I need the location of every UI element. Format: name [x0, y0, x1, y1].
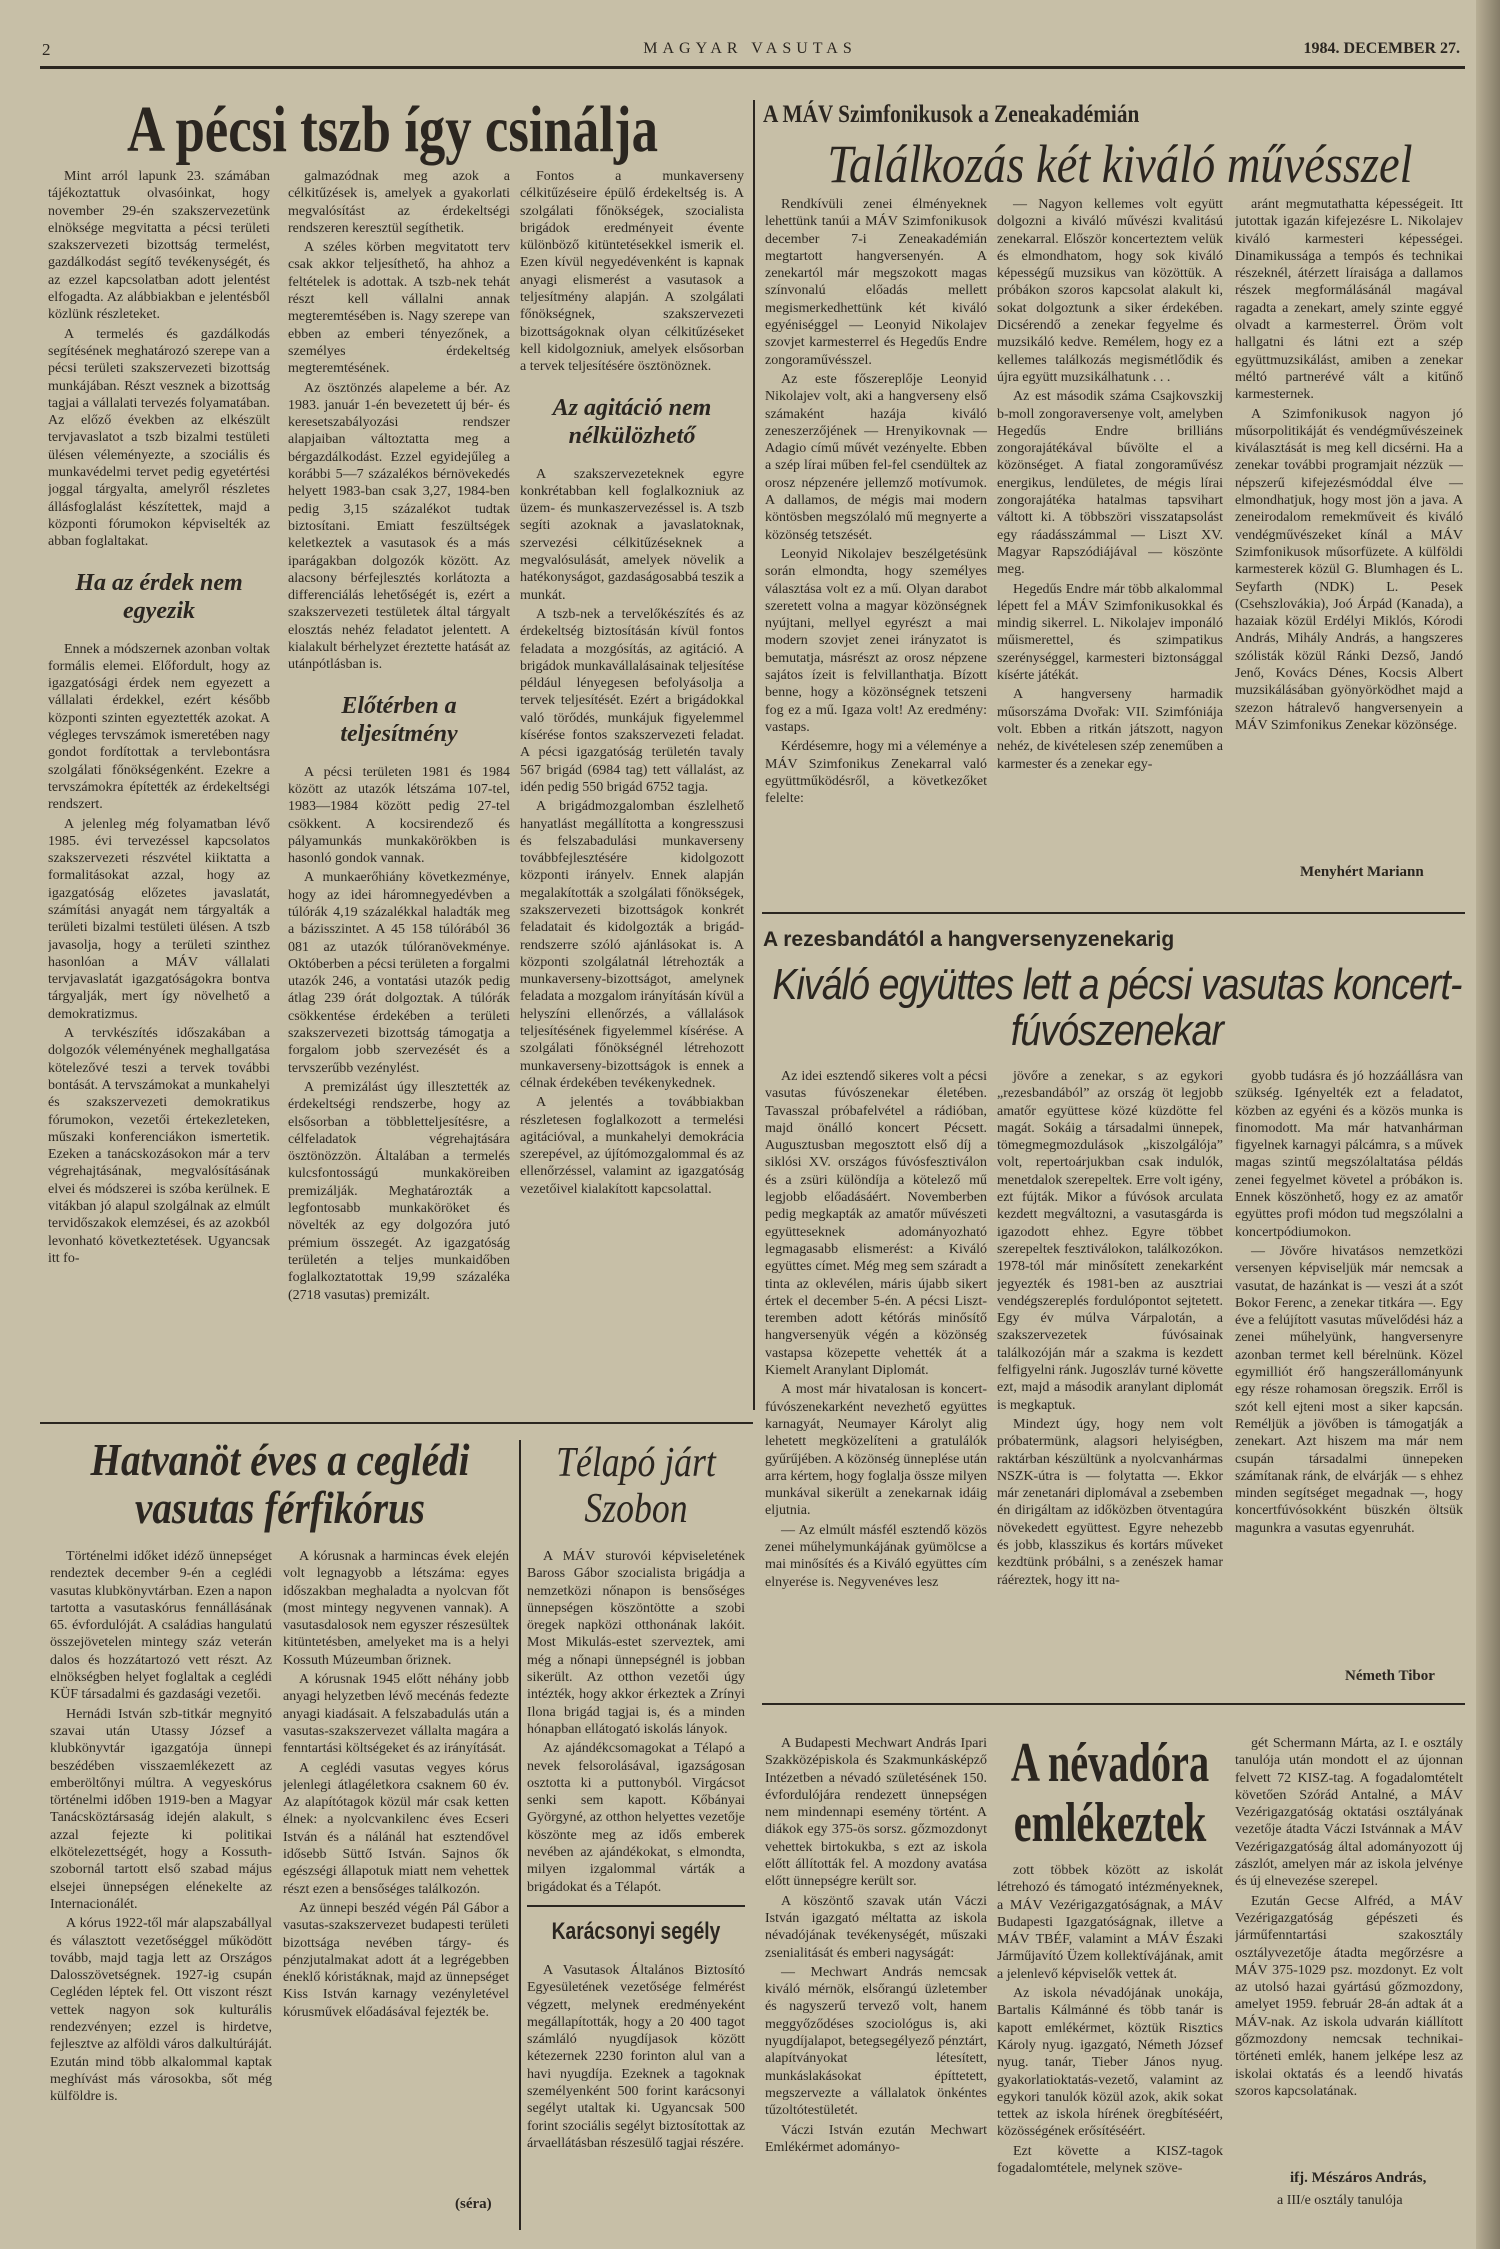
- masthead: MAGYAR VASUTAS: [643, 40, 857, 57]
- headline-talalkozas: Találkozás két kiváló művésszel: [827, 134, 1413, 194]
- paragraph: Az ösztönzés alapeleme a bér. Az 1983. január 1-én bevezetett új bér- és keresetszabályozási rendszer alapjaiban változtatta meg a bérgazdálkodást. Ezzel egyidejűleg a korábbi 5—7 százalékos bérnövekedés helyett 1983-ban csak 3,27, 1984-ben pedig 3,15 százalékot tudtak biztosítani. Emiatt feszültségek keletkeztek a vasutasok és a más iparágakban dolgozók között. Az alacsony bérfejlesztés korlátozta a differenciálás lehetőségét is, ezért a szakszervezeti testületek által tárgyalt elosztás nehéz feladatot jelentett. A kialakult bérhelyzet éreztette hatását az utánpótlásban is.: [288, 380, 510, 673]
- paragraph: Váczi István ezután Mechwart Emlékérmet adományo-: [765, 2122, 987, 2155]
- paragraph: A Vasutasok Általános Biztosító Egyesületének vezetősége felmérést végzett, melynek eredményeként megállapították, hogy a 20 400 tagot számláló nyugdíjasok között kétezernek 2230 forinton alul van a havi nyugdíja. Ezeknek a tagoknak személyenként 500 forint karácsonyi segélyt utaltak ki. Ugyancsak 500 forint szociális segélyt biztosítottak az árvaellátásban részesülő tagjai részére.: [527, 1963, 745, 2151]
- article-column: [997, 196, 1223, 896]
- paragraph: A jelenleg még folyamatban lévő 1985. évi tervezéssel kapcsolatos szakszervezeti részvétel kiiktatta a formalitásokat azzal, hogy az igazgatóság előzetes javaslatát, számítási anyagát nem tárgyalták a területi bizalmi testületi ülésen. A tszb javasolja, hogy a területi szinthez hasonlóan a MÁV vállalati tervjavaslatát igazgatóságokra bontva tárgyalják, mert így növelhető a demokratizmus.: [48, 816, 270, 1022]
- paragraph: Az ajándékcsomagokat a Télapó a nevek felsorolásával, igazságosan osztotta ki a puttonyból. Virgácsot senki sem kapott. Kőbányai Györgyné, az otthon helyettes vezetője köszönte meg az idős emberek nevében az ajándékokat, s elmondta, milyen izgalommal várták a brigádokat és a Télapót.: [527, 1741, 745, 1895]
- article-column: [527, 1548, 745, 1900]
- article-column: [288, 168, 510, 1408]
- header-rule: [40, 66, 1465, 69]
- issue-date: 1984. DECEMBER 27.: [1303, 40, 1460, 57]
- article-column: [1235, 1735, 1463, 2165]
- paragraph: A brigádmozgalomban észlelhető hanyatlást megállította a kongresszusi és felszabadulási munkaverseny továbbfejlesztésére kidolgozott központi irányelv. Ennek alapján megalakították a szolgálati főnökségek, szakszervezeti bizottságok konkrét feladatait és kidolgozták a brigád-rendszerre szóló ajánlásokat is. A központi szolgálatnál létrehozták a munkaverseny-bizottságot, amelynek feladata a mozgalom irányításán kívül a helyszíni ellenőrzés, a vállalások teljesítésének figyelemmel kísérése. A szolgálati főnökségnél létrehozott munkaverseny-bizottságok is ennek a célnak érdekében tevékenykednek.: [520, 799, 744, 1091]
- article-column: [48, 168, 270, 1408]
- subheading: Ha az érdek nem egyezik: [75, 569, 243, 624]
- paragraph: A ceglédi vasutas vegyes kórus jelenlegi átlagéletkora csaknem 60 év. Az alapítótagok közül már csak ketten élnek: a nyolcvankilenc éves Ecseri István és a nálánál hat esztendővel idősebb Süttő István. Sajnos ők egészségi állapotuk miatt nem vehettek részt ezen a bensőséges találkozón.: [283, 1760, 509, 1897]
- article-column: [520, 168, 744, 1408]
- paragraph: A Szimfonikusok nagyon jó műsorpolitikáját és vendégművészeinek kiválasztását is meg kell dicsérni. Ha a zenekar további programjait nézzük — népszerű kifejezésmóddal élve — elmondhatjuk, hogy most jön a java. A zeneirodalom remekműveit és kiváló vendégművészeket kínál a MÁV Szimfonikusok műsorfüzete. A külföldi karmesterek közül G. Blumhagen és L. Seyfarth (NDK) L. Pesek (Csehszlovákia), Joó Árpád (Kanada), a hazaiak közül Erdélyi Miklós, Kórodi András, Mihály András, a hangszeres szólisták közül Ránki Dezső, Jandó Jenő, Kovács Dénes, Kocsis Albert muzsikálásában gyönyörködhet majd a szezon hátralevő hangversenyein a MÁV Szimfonikus Zenekar közönsége.: [1235, 406, 1463, 733]
- paragraph: galmazódnak meg azok a célkitűzések is, amelyek a gyakorlati megvalósítást az érdekeltségi rendszeren keresztül segíthetik.: [288, 169, 510, 236]
- byline-rezes: Németh Tibor: [1345, 1668, 1435, 1684]
- paragraph: aránt megmutathatta képességeit. Itt jutottak igazán kifejezésre L. Nikolajev kiváló karmesteri képességei. Dinamikussága a tempós és technikai részeknél, átérzett líraisága a dallamos részek megformálásánál magával ragadta a zenekart, amely szinte eggyé olvadt a karmesterrel. Öröm volt hallgatni és látni ezt a szép együttmuzsikálást, amiben a zenekar méltó partnerévé vált a kitűnő karmesternek.: [1235, 197, 1463, 403]
- article-column: [50, 1548, 272, 2238]
- subheading: Az agitáció nem nélkülözhető: [552, 394, 712, 449]
- paragraph: Rendkívüli zenei élményeknek lehettünk tanúi a MÁV Szimfonikusok december 7-i Zeneakadémián megtartott hangversenyén. A zenekartól már megszokott magas színvonalú előadás mellett megismerkedhettünk két kiváló egyéniséggel — Leonyid Nikolajev szovjet karmesterrel és Hegedűs Endre zongoraművésszel.: [765, 197, 987, 368]
- article-column: [997, 1862, 1223, 2217]
- paragraph: Mindezt úgy, hogy nem volt próbatermünk, alagsori helyiségben, raktárban készültünk a nyolcvanhármas NSZK-útra is — folytatta —. Ekkor már zenetanári diplomával a zsebemben én dirigáltam az időközben ötventagúra növekedett együttest. Egyre nehezebb és jobb, klasszikus és kortárs műveket kezdtünk próbálni, s a zenészek hamar ráéreztek, hogy itt na-: [997, 1416, 1223, 1588]
- paragraph: Ezt követte a KISZ-tagok fogadalomtétele, melynek szöve-: [997, 2143, 1223, 2177]
- article-column: [765, 196, 987, 896]
- section-rule: [762, 912, 1465, 914]
- paragraph: A kórusnak a harmincas évek elején volt legnagyobb a létszáma: egyes időszakban meghaladta a nyolcvan főt (most mintegy negyvenen vannak). A vasutasdalosok nem egyszer részesültek kitüntetésben, amelyeket ma is a helyi Kossuth Múzeumban őriznek.: [283, 1549, 509, 1668]
- paragraph: A széles körben megvitatott terv csak akkor teljesíthető, ha ahhoz a feltételek is adottak. A tszb-nek tehát részt kell vállalni annak megteremtésében is. Nagy szerepe van ebben az emberi tényezőnek, a személyes érdekeltség megteremtésének.: [288, 240, 510, 377]
- paragraph: A MÁV sturovói képviseletének Baross Gábor szocialista brigádja a nemzetközi nőnapon is bensőséges ünnepségen köszöntötte a szobi öregek napközi otthonának lakóit. Most Mikulás-estet szerveztek, ami még a nőnapi ünnepségnél is jobban sikerült. Az otthon vezetői úgy intézték, hogy akkor érkeztek a Zrínyi Ilona brigád tagjai is, és a minden hónapban ellátogató iskolás lányok.: [527, 1549, 745, 1737]
- article-column: [1235, 1068, 1463, 1658]
- paragraph: Kérdésemre, hogy mi a véleménye a MÁV Szimfonikus Zenekarral való együttműködésről, a következőket felelte:: [765, 739, 987, 807]
- paragraph: A Budapesti Mechwart András Ipari Szakközépiskola és Szakmunkásképző Intézetben a névadó születésének 150. évfordulójára rendezett ünnepségen nem mindennapi esemény történt. A diákok egy 375-ös sorsz. gőzmozdonyt vehettek birtokukba, s ezt az iskola előtt állították fel. A mozdony avatása előtt ünnepségre került sor.: [765, 1736, 987, 1890]
- page-edge-shadow: [1476, 0, 1500, 2249]
- page-number: 2: [42, 40, 51, 59]
- paragraph: Fontos a munkaverseny célkitűzéseire épülő érdekeltség is. A szolgálati főnökségek, szocialista brigádok eredményeit évente különböző kitüntetésekkel ismerik el. Ezen kívül negyedévenként is kapnak anyagi elismerést a vasutasok a teljesítmény alapján. A szolgálati főnökségnek, szakszervezeti bizottságoknak olyan célkitűzéseket kell kidolgozniuk, amelyek elsősorban a tervek teljesítésére ösztönöznek.: [520, 169, 744, 375]
- paragraph: — Jövőre hivatásos nemzetközi versenyen képviseljük már nemcsak a vasutat, de hazánkat is — veszi át a szót Bokor Ferenc, a zenekar titkára —. Egy éve a felújított vasutas művelődési ház a zenei műhelyünk, hangversenyre azonban termet kell bérelnünk. Közel egymilliót érő hangszerállományunk egy része rohamosan öregszik. Erről is szót kell ejteni most a siker kapcsán. Reméljük a jövőben is támogatják a zenekart. Azt hiszem ma már nem csupán társadalmi ünnepeken számítanak ránk, de elvárják — s ehhez minden segítséget megadnak —, hogy koncertfúvósokként büszkén öltsük magunkra a vasutas egyenruhát.: [1235, 1243, 1463, 1536]
- paragraph: A szakszervezeteknek egyre konkrétabban kell foglalkozniuk az üzem- és munkaszervezéssel is. A tszb segíti azoknak a javaslatoknak, szervezési célkitűzéseknek a megvalósulását, amelyek növelik a hatékonyságot, gazdaságosabbá teszik a munkát.: [520, 466, 744, 603]
- article-column: [1235, 196, 1463, 856]
- paragraph: A kórusnak 1945 előtt néhány jobb anyagi helyzetben lévő mecénás fedezte anyagi kiadásait. A felszabadulás után a vasutas-szakszervezet vállalta magára a fenntartási költségeket és az irányítását.: [283, 1672, 509, 1757]
- article-column: [765, 1735, 987, 2215]
- paragraph: Az est második száma Csajkovszkij b-moll zongoraversenye volt, amelyben Hegedűs Endre brilliáns zongorajátékával bűvölte el a közönséget. A fiatal zongoraművész energikus, lendületes, de mégis lírai zongorajátéka hatalmas tapsvihart váltott ki. A többszöri visszatapsolást egy ráadásszámmal — Liszt XV. Magyar Rapszódiájával — köszönte meg.: [997, 389, 1223, 578]
- paragraph: A termelés és gazdálkodás segítésének meghatározó szerepe van a pécsi területi szakszervezeti bizottság munkájában. Részt vesznek a bizottság tagjai a vállalati tervezés folyamatában. Az előző években az elkészült tervjavaslatot a tszb bizalmi testületi ülésen véleményezte, a szociális és munkavédelmi tervet pedig egyetértési joggal tárgyalta, amelyről részletes állásfoglalást készítettek, majd a központi fórumokon képviselték az abban foglaltakat.: [48, 326, 270, 550]
- headline-karacsonyi: Karácsonyi segély: [551, 1918, 721, 1945]
- headline-rezes: Kiváló együttes lett a pécsi vasutas koncert-fúvószenekar: [772, 960, 1462, 1055]
- paragraph: A hangverseny harmadik műsorszáma Dvořak: VII. Szimfóniája volt. Ebben a ritkán játszott, nagyon nehéz, de kivételesen szép zeneműben a karmester és a zenekar egy-: [997, 687, 1223, 772]
- paragraph: A pécsi területen 1981 és 1984 között az utazók létszáma 107-tel, 1983—1984 között pedig 27-tel csökkent. A kocsirendező és pályamunkás munkakörökben is hasonló gondok vannak.: [288, 764, 510, 867]
- headline-telapo: Télapó járt Szobon: [556, 1440, 716, 1532]
- subheading: Előtérben a teljesítmény: [340, 692, 458, 747]
- paragraph: A premizálást úgy illesztették az érdekeltségi rendszerbe, hogy az elsősorban a többletteljesítésre, a célfeladatok végrehajtására ösztönözzön. Általában a termelés kulcsfontosságú munkaköreiben premizálják. Meghatározták a legfontosabb munkaköröket és növelték az egy dolgozóra jutó prémium összegét. Az igazgatóság területén a teljes munkaidőben foglalkoztatottak 19,99 százaléka (2718 vasutas) premizált.: [288, 1079, 510, 1303]
- byline-hatvanot: (séra): [455, 2196, 492, 2212]
- article-column: [283, 1548, 509, 2188]
- paragraph: — Mechwart András nemcsak kiváló mérnök, elsőrangú üzletember és nagyszerű tervező volt, hanem meggyőződéses szociológus is, aki nyugdíjalapot, betegsegélyező pénztárt, alapítványokat létesített, munkáslakásokat építtetett, megszervezte a vállalatok önkéntes tűzoltótestületét.: [765, 1964, 987, 2119]
- paragraph: — Nagyon kellemes volt együtt dolgozni a kiváló művészi kvalitású zenekarral. Először koncerteztem velük és elmondhatom, hogy sok kiváló képességű muzsikus van közöttük. A próbákon szoros kapcsolat alakult ki, sokat dolgoztunk a siker érdekében. Dicsérendő a zenekar fegyelme és muzsikáló kedve. Remélem, hogy ez a kellemes találkozás megismétlődik és újra együtt muzsikálhatunk . . .: [997, 197, 1223, 385]
- paragraph: A munkaerőhiány következménye, hogy az idei háromnegyedévben a túlórák 4,19 százalékkal haladták meg a bázisszintet. A 45 158 túlórából 36 081 az utazók túlóranövekménye. Októberben a pécsi területen a forgalmi utazók 246, a vontatási utazók pedig átlag 239 órát dolgoztak. A túlórák csökkentése érdekében a területi szakszervezeti bizottság támogatja a forgalom jobb szervezését és a tervszerűbb vezénylést.: [288, 870, 510, 1076]
- paragraph: Az idei esztendő sikeres volt a pécsi vasutas fúvószenekar életében. Tavasszal próbafelvétel a rádióban, majd önálló koncert Pécsett. Augusztusban megosztott első díj a siklósi XV. országos fúvósfesztiválon és a zsüri különdíja a kötelező mű legjobb előadásáért. Novemberben pedig megkapták az amatőr művészeti együtteseknek adományozható legmagasabb elismerést: a Kiváló együttes címet. Még meg sem száradt a tinta az oklevélen, máris újabb sikert értek el december 5-én. A pécsi Liszt-teremben adott kétórás minősítő hangversenyük végén a közönség vastapsa közepette vehették át a Kiemelt Aranylant Diplomát.: [765, 1069, 987, 1379]
- byline-nevadora: ifj. Mészáros András,: [1290, 2170, 1427, 2186]
- paragraph: Ennek a módszernek azonban voltak formális elemei. Előfordult, hogy az igazgatósági érdek nem egyezett a vállalati érdekkel, ezért később központi szinten egyeztették azokat. A végleges tervszámok ismeretében nagy gondot fordítottak a tervlebontásra szolgálati főnökségenként. Ezekre a tervszámokra építették az érdekeltségi rendszert.: [48, 641, 270, 813]
- article-column: [527, 1962, 745, 2222]
- kicker-talalkozas: A MÁV Szimfonikusok a Zeneakadémián: [763, 101, 1140, 128]
- headline-nevadora: A névadóra emlékeztek: [1010, 1732, 1210, 1854]
- paragraph: Az este főszereplője Leonyid Nikolajev volt, aki a hangverseny első számaként hazája kiváló zeneszerzőjének — Hrenyikovnak — Adagio című művét vezényelte. Ebben a szép lírai műben fel-fel csendültek az orosz népzenére jellemző motívumok. A dallamos, de mégis mai modern köntösben megszólaló mű megnyerte a közönség tetszését.: [765, 371, 987, 543]
- byline-role-nevadora: a III/e osztály tanulója: [1277, 2193, 1403, 2208]
- paragraph: zott többek között az iskolát létrehozó és támogató intézményeknek, a MÁV Vezérigazgatóságnak, a MÁV Budapesti Igazgatóságnak, illetve a MÁV TBÉF, valamint a MÁV Északi Járműjavító Üzem kollektívájának, amit a jelenlevő képviselők vettek át.: [997, 1863, 1223, 1982]
- paragraph: gét Schermann Márta, az I. e osztály tanulója után mondott el az újonnan felvett 72 KISZ-tag. A fogadalomtételt követően Szórád Antalné, a MÁV Vezérigazgatóság oktatási osztályának vezetője átadta Váczi Istvánnak a MÁV Vezérigazgatóság által adományozott új zászlót, amelyen már az iskola jelvénye és új elnevezése szerepel.: [1235, 1736, 1463, 1890]
- section-rule: [762, 1703, 1465, 1705]
- article-column: [997, 1068, 1223, 1693]
- article-column: [765, 1068, 987, 1693]
- paragraph: Ezután Gecse Alfréd, a MÁV Vezérigazgatóság gépészeti és járműfenntartási szakosztály osztályvezetője átadta megőrzésre a MÁV 375-1029 psz. mozdonyt. Ez volt az utolsó hazai gyártású gőzmozdony, amelyet 1959. február 28-án adtak át a MÁV-nak. Az iskola udvarán kiállított gőzmozdony nemcsak technikai-történeti emlék, hanem jelképe lesz az iskolai oktatás és a leendő hivatás szoros kapcsolatának.: [1235, 1893, 1463, 2099]
- byline-talalkozas: Menyhért Mariann: [1300, 864, 1424, 880]
- paragraph: Hegedűs Endre már több alkalommal lépett fel a MÁV Szimfonikusokkal és mindig sikerrel. L. Nikolajev imponáló műismerettel, és szimpatikus szerénységgel, karmesteri biztonsággal kísérte játékát.: [997, 581, 1223, 684]
- paragraph: Leonyid Nikolajev beszélgetésünk során elmondta, hogy személyes választása volt ez a mű. Olyan darabot szeretett volna a magyar közönségnek nyújtani, mellyel egyrészt a mai modern szovjet zenei irányzatot is bemutatja, másrészt az orosz népzene sajátos ízeit is felvillanthatja. Bízott benne, hogy a közönségnek tetszeni fog ez a mű. Igaza volt! Az eredmény: vastaps.: [765, 546, 987, 735]
- headline-pecsi: A pécsi tszb így csinálja: [127, 93, 658, 166]
- section-rule: [40, 1422, 753, 1424]
- kicker-rezes: A rezesbandától a hangversenyzenekarig: [763, 928, 1175, 951]
- paragraph: Mint arról lapunk 23. számában tájékoztattuk olvasóinkat, hogy november 29-én szakszervezetünk elnöksége megvitatta a pécsi területi szakszervezeti bizottság termelést, gazdálkodást segítő tevékenységét, és az ezzel kapcsolatban adott jelentést elfogadta. Az alábbiakban e jelentésből közlünk részleteket.: [48, 169, 270, 323]
- paragraph: A köszöntő szavak után Váczi István igazgató méltatta az iskola névadójának tevékenységét, műszaki zsenialitását és emberi nagyságát:: [765, 1893, 987, 1961]
- paragraph: A tszb-nek a tervelőkészítés és az érdekeltség biztosításán kívül fontos feladata a mozgósítás, az agitáció. A brigádok munkavállalásainak teljesítése például lényegesen befolyásolja a tervek teljesítését. Ezért a brigádokkal való törődés, munkájuk figyelemmel kísérése fontos szakszervezeti feladat. A pécsi igazgatóság területén tavaly 567 brigád (6984 tag) tett vállalást, az idén pedig 550 brigád 6752 tagja.: [520, 606, 744, 795]
- paragraph: gyobb tudásra és jó hozzáállásra van szükség. Igényelték ezt a feladatot, közben az egyéni és a közös munka is finomodott. Ma már hatvanhárman figyelnek karnagyi pálcámra, s a művek magas szintű megszólaltatása példás zenei fegyelmet követel a próbákon is. Ennek köszönhető, hogy ez az amatőr együttes profi módon tud megszólalni a koncertpódiumokon.: [1235, 1069, 1463, 1240]
- paragraph: Történelmi időket idéző ünnepséget rendeztek december 9-én a ceglédi vasutas klubkönyvtárban. Ezen a napon tartotta a vasutaskórus fennállásának 65. évfordulóját. A családias hangulatú összejövetelen mintegy száz veterán dalos és hozzátartozó vett részt. Az elnökségben helyet foglaltak a ceglédi KÜF társadalmi és gazdasági vezetői.: [50, 1549, 272, 1703]
- paragraph: Az iskola névadójának unokája, Bartalis Kálmánné és több tanár is kapott emlékérmet, köztük Risztics Károly nyug. igazgató, Németh József nyug. tanár, Tieber János nyug. gyakorlatioktatás-vezető, valamint az egykori tanulók közül azok, akik sokat tettek az iskola hírének öregbítéséért, közösségének erősítéséért.: [997, 1986, 1223, 2140]
- paragraph: A kórus 1922-től már alapszabállyal és választott vezetőséggel működött tovább, majd tagja lett az Országos Dalosszövetségnek. 1927-ig csupán Cegléden léptek fel. Ott viszont részt vettek nagyon sok kulturális rendezvényen; ezzel is hirdetve, fejlesztve az alföldi város dalkultúráját. Ezután mind több alkalommal kaptak meghívást más városokba, sőt még külföldre is.: [50, 1916, 272, 2105]
- column-divider: [519, 1440, 521, 2230]
- paragraph: — Az elmúlt másfél esztendő közös zenei műhelymunkájának gyümölcse a mai minősítés és a Kiváló együttes cím elnyerése is. Negyvenéves lesz: [765, 1522, 987, 1590]
- section-rule: [527, 1905, 745, 1907]
- paragraph: Hernádi István szb-titkár megnyitó szavai után Utassy József a klubkönyvtár igazgatója ünnepi beszédében visszaemlékezett az emberöltőnyi múltra. A vegyeskórus történelmi időben 1919-ben a Magyar Tanácsköztársaság idején alakult, s azzal fejezte ki politikai elkötelezettségét, hogy a Kossuth-szobornál tartott első szabad május elsejei ünnepségen elénekelte az Internacionálét.: [50, 1706, 272, 1912]
- headline-hatvanot: Hatvanöt éves a ceglédi vasutas férfikórus: [90, 1434, 470, 1533]
- paragraph: Az ünnepi beszéd végén Pál Gábor a vasutas-szakszervezet budapesti területi bizottsága nevében tárgy- és pénzjutalmakat adott át a legrégebben éneklő kóristáknak, majd az ünnepséget Kiss István karnagy vezényletével kórusművek előadásával fejezték be.: [283, 1900, 509, 2020]
- paragraph: A most már hivatalosan is koncert-fúvószenekarként nevezhető együttes karnagyát, Neumayer Károlyt alig lehetett megközelíteni a gratulálók gyűrűjében. A közönség ünneplése után arra kértem, hogy foglalja össze milyen munkával sikerült a zenekarnak idáig eljutnia.: [765, 1382, 987, 1519]
- column-divider: [753, 100, 755, 1410]
- paragraph: A tervkészítés időszakában a dolgozók véleményének meghallgatása kötelezővé teszi a tervek további bontását. A tervszámokat a munkahelyi és szakszervezeti demokratikus fórumokon, vezetői értekezleteken, műszaki konferenciákon ismertetik. Ezeken a tanácskozásokon már a terv végrehajtásának, megvalósításának elvei és módszerei is szóba kerülnek. E vitákban jó alapul szolgálnak az elmúlt tervidőszakok elemzései, és az azokból levonható következtetések. Ugyancsak itt fo-: [48, 1026, 270, 1266]
- paragraph: jövőre a zenekar, s az egykori „rezesbandából” az ország öt legjobb amatőr együttese közé küzdötte fel magát. Sokáig a társadalmi ünnepek, tömegmegmozdulások „kiszolgálója” volt, repertoárjukban csak indulók, menetdalok szerepeltek. Erre volt igény, ezt fújták. Mikor a fúvósok arculata kezdett megváltozni, a vasutasgárda is igazodott ehhez. Egyre többet szerepeltek fesztiválokon, találkozókon. 1978-tól már minősített zenekarként jegyezték és 1981-ben az ausztriai vendégszereplés fordulópontot sejtetett. Egy év múlva Várpalotán, a szakszervezetek fúvósainak találkozóján már a szakma is kezdett felfigyelni ránk. Jugoszláv turné követte ezt, majd a második aranylant diplomát is megkaptuk.: [997, 1069, 1223, 1413]
- paragraph: A jelentés a továbbiakban részletesen foglalkozott a termelési agitációval, a munkahelyi demokrácia szerepével, az újítómozgalommal és az ellenőrzéssel, valamint az igazgatóság vezetőivel kialakított kapcsolattal.: [520, 1095, 744, 1197]
